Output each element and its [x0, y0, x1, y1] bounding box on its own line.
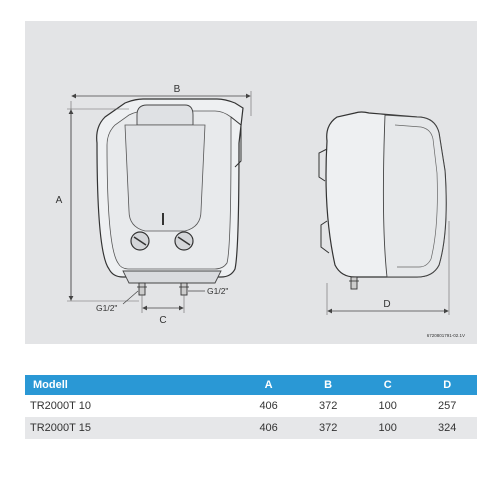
side-view-lower-bracket — [321, 221, 329, 253]
header-b: B — [298, 375, 358, 395]
cell-a: 406 — [239, 395, 299, 417]
side-view-pipe — [351, 277, 357, 289]
dimension-c-label: C — [159, 315, 167, 326]
cell-d: 324 — [417, 417, 477, 439]
drawing-reference-code: 6720801791-02.1V — [426, 333, 465, 338]
side-view — [319, 112, 449, 315]
left-connection-label: G1/2" — [96, 303, 118, 313]
header-model: Modell — [25, 375, 239, 395]
water-pipe-right — [181, 283, 187, 295]
technical-drawing-panel — [25, 21, 477, 344]
front-view-top-cap — [137, 105, 193, 125]
side-view-front-shell — [383, 115, 446, 277]
table-row — [25, 417, 477, 439]
right-connection-label: G1/2" — [207, 286, 229, 296]
dimensions-table — [25, 375, 477, 439]
front-view-center-panel — [125, 125, 205, 231]
header-d: D — [417, 375, 477, 395]
water-pipe-left — [139, 283, 145, 295]
cell-b: 372 — [298, 417, 358, 439]
left-connection-leader — [123, 291, 138, 304]
cell-d: 257 — [417, 395, 477, 417]
header-c: C — [358, 375, 418, 395]
dimension-b-label: B — [173, 84, 181, 95]
cell-model: TR2000T 10 — [25, 395, 239, 417]
dimension-a-label: A — [55, 195, 63, 206]
cell-c: 100 — [358, 395, 418, 417]
front-view-bottom-skirt — [123, 271, 221, 283]
cell-a: 406 — [239, 417, 299, 439]
cell-b: 372 — [298, 395, 358, 417]
dimension-d-label: D — [383, 299, 391, 310]
technical-drawing — [25, 21, 477, 344]
table-header-row — [25, 375, 477, 395]
front-view — [56, 84, 251, 326]
table-row — [25, 395, 477, 417]
cell-c: 100 — [358, 417, 418, 439]
cell-model: TR2000T 15 — [25, 417, 239, 439]
header-a: A — [239, 375, 299, 395]
